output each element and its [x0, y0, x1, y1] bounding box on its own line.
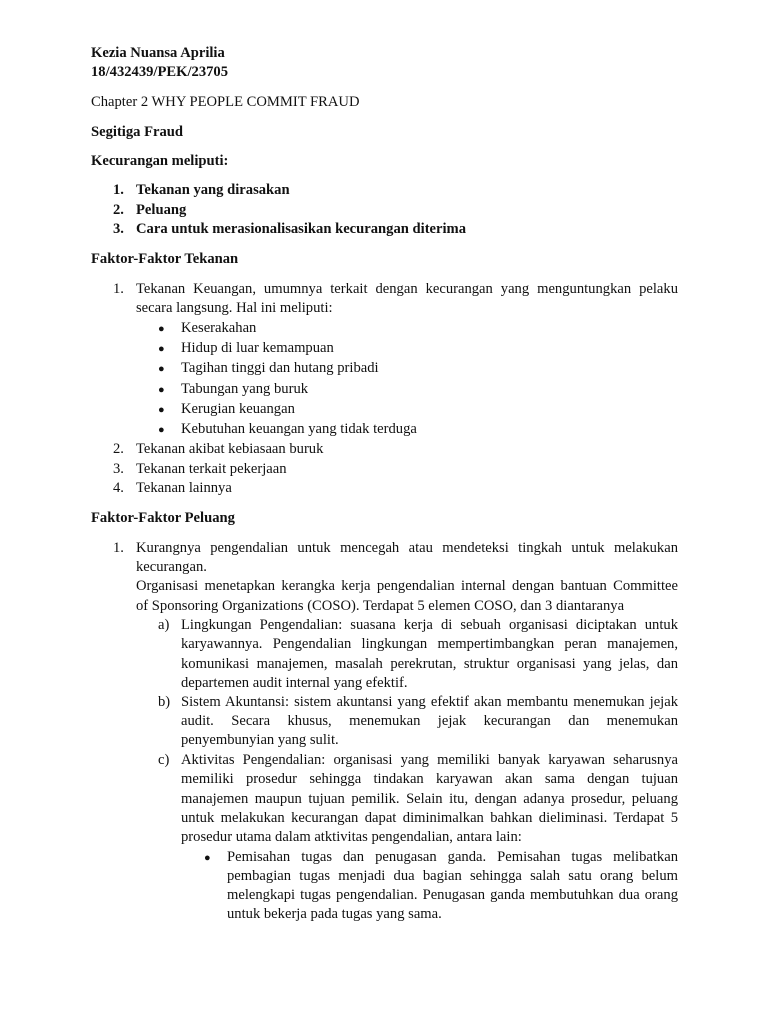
paragraph-line: karyawannya. Pengendalian lingkungan mempertimbangkan peran manajemen,	[181, 636, 678, 652]
sub-item-label: b)	[158, 694, 171, 710]
sub-item-label: c)	[158, 752, 170, 768]
paragraph-line: kecurangan.	[136, 559, 207, 575]
paragraph-line: untuk melakukan kecurangan dapat diminimalkan bahkan dieliminasi. Terdapat 5	[181, 810, 678, 826]
paragraph-line: of Sponsoring Organizations (COSO). Terdapat 5 elemen COSO, dan 3 diantaranya	[136, 598, 625, 614]
bullet-icon: ●	[158, 323, 165, 335]
list-item: Cara untuk merasionalisasikan kecurangan diterima	[136, 221, 467, 237]
paragraph-line: Pemisahan tugas dan penugasan ganda. Pemisahan tugas melibatkan	[227, 849, 678, 865]
list-number: 3.	[113, 221, 124, 237]
opportunity-heading: Faktor-Faktor Peluang	[91, 510, 235, 526]
list-item: Tekanan akibat kebiasaan buruk	[136, 441, 324, 457]
list-item: Kerugian keuangan	[181, 401, 295, 417]
bullet-icon: ●	[204, 852, 211, 864]
section-title: Segitiga Fraud	[91, 124, 184, 140]
paragraph-line: penyembunyian yang sulit.	[181, 732, 339, 748]
list-item: Tekanan lainnya	[136, 480, 232, 496]
paragraph-line: Tekanan Keuangan, umumnya terkait dengan kecurangan yang menguntungkan pelaku	[136, 281, 678, 297]
pressure-heading: Faktor-Faktor Tekanan	[91, 251, 239, 267]
paragraph-line: audit. Secara khusus, menemukan jejak kecurangan dan menemukan	[181, 713, 678, 729]
list-item: Tabungan yang buruk	[181, 381, 309, 397]
paragraph-line: secara langsung. Hal ini meliputi:	[136, 300, 333, 316]
list-number: 1.	[113, 540, 124, 556]
paragraph-line: untuk bekerja pada tugas yang sama.	[227, 906, 442, 922]
paragraph-line: melengkapi tugas pengendalian. Penugasan ganda membutuhkan dua orang	[227, 887, 678, 903]
bullet-icon: ●	[158, 404, 165, 416]
bullet-icon: ●	[158, 424, 165, 436]
paragraph-line: pembagian tugas menjadi dua bagian sehingga salah satu orang belum	[227, 868, 678, 884]
sub-item-label: a)	[158, 617, 170, 633]
list-number: 4.	[113, 480, 124, 496]
list-item: Tekanan terkait pekerjaan	[136, 461, 287, 477]
bullet-icon: ●	[158, 343, 165, 355]
list-item: Tagihan tinggi dan hutang pribadi	[181, 360, 379, 376]
bullet-icon: ●	[158, 384, 165, 396]
list-number: 2.	[113, 441, 124, 457]
paragraph-line: prosedur utama dalam atktivitas pengendalian, antara lain:	[181, 829, 522, 845]
author-id: 18/432439/PEK/23705	[91, 64, 229, 80]
list-item: Peluang	[136, 202, 187, 218]
paragraph-line: Sistem Akuntansi: sistem akuntansi yang efektif akan membantu menemukan jejak	[181, 694, 678, 710]
bullet-icon: ●	[158, 363, 165, 375]
list-item: Kebutuhan keuangan yang tidak terduga	[181, 421, 417, 437]
list-item: Tekanan yang dirasakan	[136, 182, 290, 198]
paragraph-line: departemen audit internal yang efektif.	[181, 675, 408, 691]
fraud-intro: Kecurangan meliputi:	[91, 153, 229, 169]
list-number: 2.	[113, 202, 124, 218]
paragraph-line: Lingkungan Pengendalian: suasana kerja di sebuah organisasi diciptakan untuk	[181, 617, 678, 633]
list-number: 1.	[113, 281, 124, 297]
paragraph-line: Kurangnya pengendalian untuk mencegah atau mendeteksi tingkah untuk melakukan	[136, 540, 678, 556]
list-item: Keserakahan	[181, 320, 257, 336]
paragraph-line: memiliki prosedur sehingga tindakan karyawan akan sama dengan tujuan	[181, 771, 678, 787]
paragraph-line: komunikasi manajemen, masalah perekrutan, struktur organisasi yang jelas, dan	[181, 656, 678, 672]
paragraph-line: Organisasi menetapkan kerangka kerja pengendalian internal dengan bantuan Committee	[136, 578, 678, 594]
paragraph-line: Aktivitas Pengendalian: organisasi yang memiliki banyak karyawan seharusnya	[181, 752, 678, 768]
list-number: 1.	[113, 182, 124, 198]
author-name: Kezia Nuansa Aprilia	[91, 45, 225, 61]
list-number: 3.	[113, 461, 124, 477]
list-item: Hidup di luar kemampuan	[181, 340, 334, 356]
paragraph-line: manajemen maupun tujuan pemilik. Selain itu, dengan adanya prosedur, peluang	[181, 791, 678, 807]
chapter-title: Chapter 2 WHY PEOPLE COMMIT FRAUD	[91, 94, 360, 110]
